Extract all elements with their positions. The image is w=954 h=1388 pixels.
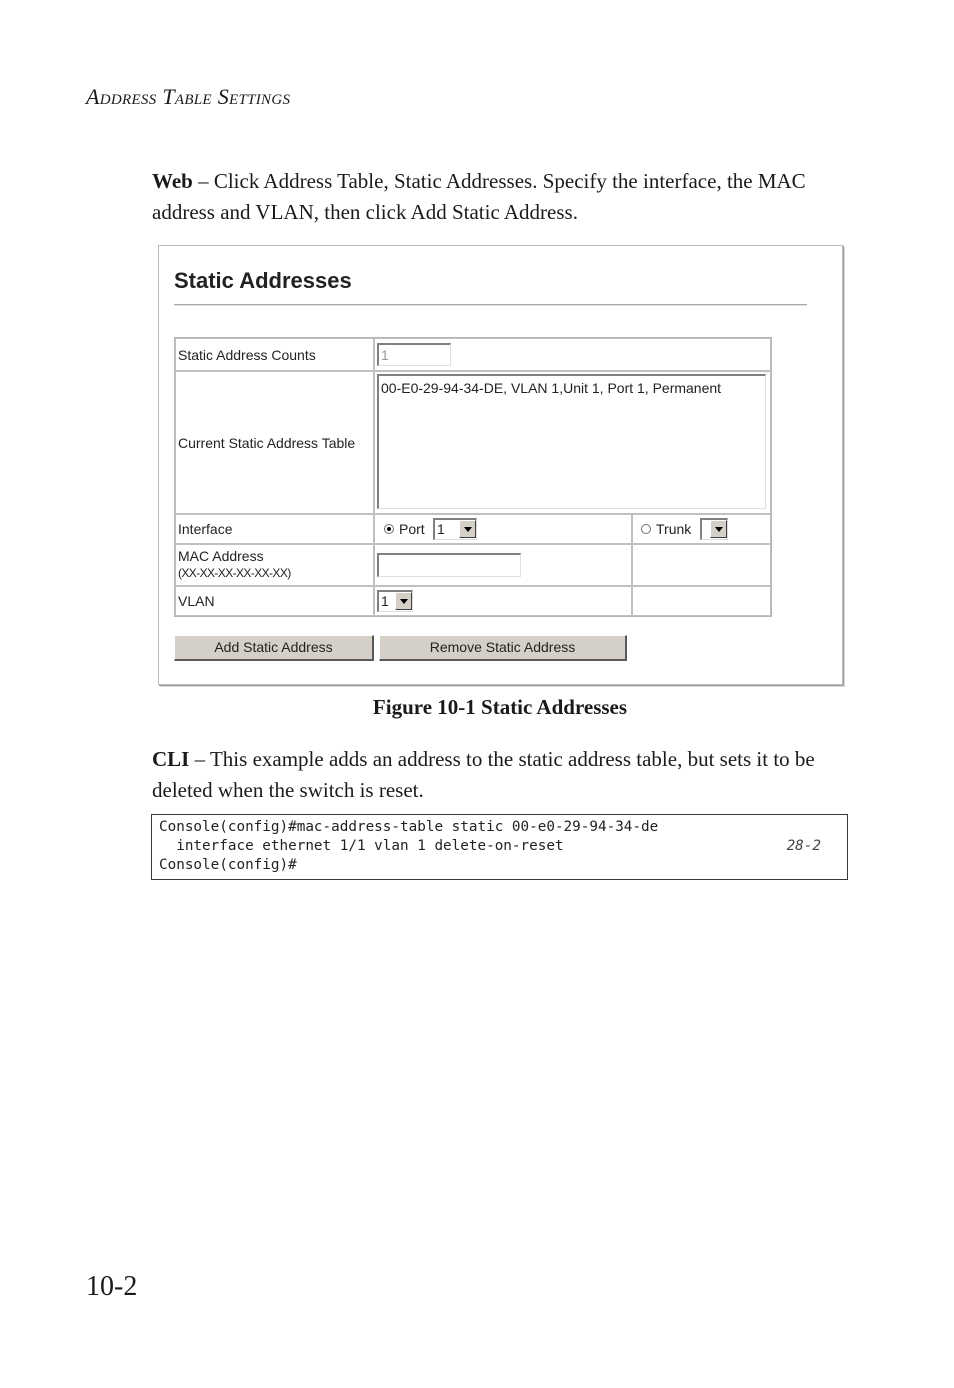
cli-instructions bbox=[152, 744, 852, 806]
web-lead: Web bbox=[152, 169, 193, 193]
port-select[interactable] bbox=[433, 518, 477, 540]
vlan-label: VLAN bbox=[175, 586, 374, 616]
static-address-list[interactable] bbox=[377, 374, 766, 509]
trunk-select[interactable] bbox=[700, 518, 728, 540]
mac-cell bbox=[374, 544, 632, 586]
port-radio[interactable] bbox=[384, 524, 394, 534]
static-addresses-screenshot bbox=[158, 245, 843, 685]
address-entry[interactable]: 00-E0-29-94-34-DE, VLAN 1,Unit 1, Port 1, Permanent bbox=[381, 380, 722, 396]
vlan-select[interactable] bbox=[377, 590, 413, 612]
port-cell bbox=[374, 514, 632, 544]
mac-label: MAC Address bbox=[178, 548, 264, 564]
trunk-label: Trunk bbox=[656, 521, 692, 537]
figure-caption: Figure 10-1 Static Addresses bbox=[372, 695, 628, 719]
remove-static-address-button[interactable]: Remove Static Address bbox=[379, 635, 627, 661]
static-address-form bbox=[174, 337, 772, 617]
running-header: Address Table Settings bbox=[86, 84, 291, 109]
chevron-down-icon[interactable] bbox=[710, 520, 727, 538]
code-line-2: interface ethernet 1/1 vlan 1 delete-on-reset bbox=[159, 838, 564, 854]
code-line-3: Console(config)# bbox=[159, 857, 297, 873]
table-cell bbox=[374, 371, 771, 514]
trunk-radio[interactable] bbox=[641, 524, 651, 534]
command-reference: 28-2 bbox=[786, 838, 821, 854]
code-line-1: Console(config)#mac-address-table static 00-e0-29-94-34-de bbox=[159, 819, 659, 835]
mac-empty-cell bbox=[632, 544, 771, 586]
cli-lead: CLI bbox=[152, 747, 190, 771]
counts-field: 1 bbox=[377, 343, 451, 366]
mac-format-hint: (XX-XX-XX-XX-XX-XX) bbox=[178, 566, 291, 580]
web-text: – Click Address Table, Static Addresses. Specify the interface, the MAC address and VLAN, then click Add Static Address. bbox=[152, 169, 806, 224]
vlan-empty-cell bbox=[632, 586, 771, 616]
vlan-cell bbox=[374, 586, 632, 616]
counts-label: Static Address Counts bbox=[175, 338, 374, 371]
cli-code-block bbox=[151, 814, 848, 880]
table-label: Current Static Address Table bbox=[175, 371, 374, 514]
trunk-cell bbox=[632, 514, 771, 544]
chevron-down-icon[interactable] bbox=[459, 520, 476, 538]
port-label: Port bbox=[399, 521, 425, 537]
counts-cell bbox=[374, 338, 771, 371]
cli-text: – This example adds an address to the static address table, but sets it to be deleted when the switch is reset. bbox=[152, 747, 815, 802]
vlan-select-value: 1 bbox=[381, 593, 389, 609]
mac-label-cell bbox=[175, 544, 374, 586]
port-select-value: 1 bbox=[437, 521, 445, 537]
interface-label: Interface bbox=[175, 514, 374, 544]
page-number: 10-2 bbox=[86, 1271, 138, 1302]
title-divider bbox=[174, 304, 807, 306]
add-static-address-button[interactable]: Add Static Address bbox=[174, 635, 374, 661]
mac-address-input[interactable] bbox=[377, 553, 521, 577]
web-instructions bbox=[152, 166, 852, 228]
chevron-down-icon[interactable] bbox=[395, 592, 412, 610]
figure-title: Static Addresses bbox=[174, 268, 352, 293]
